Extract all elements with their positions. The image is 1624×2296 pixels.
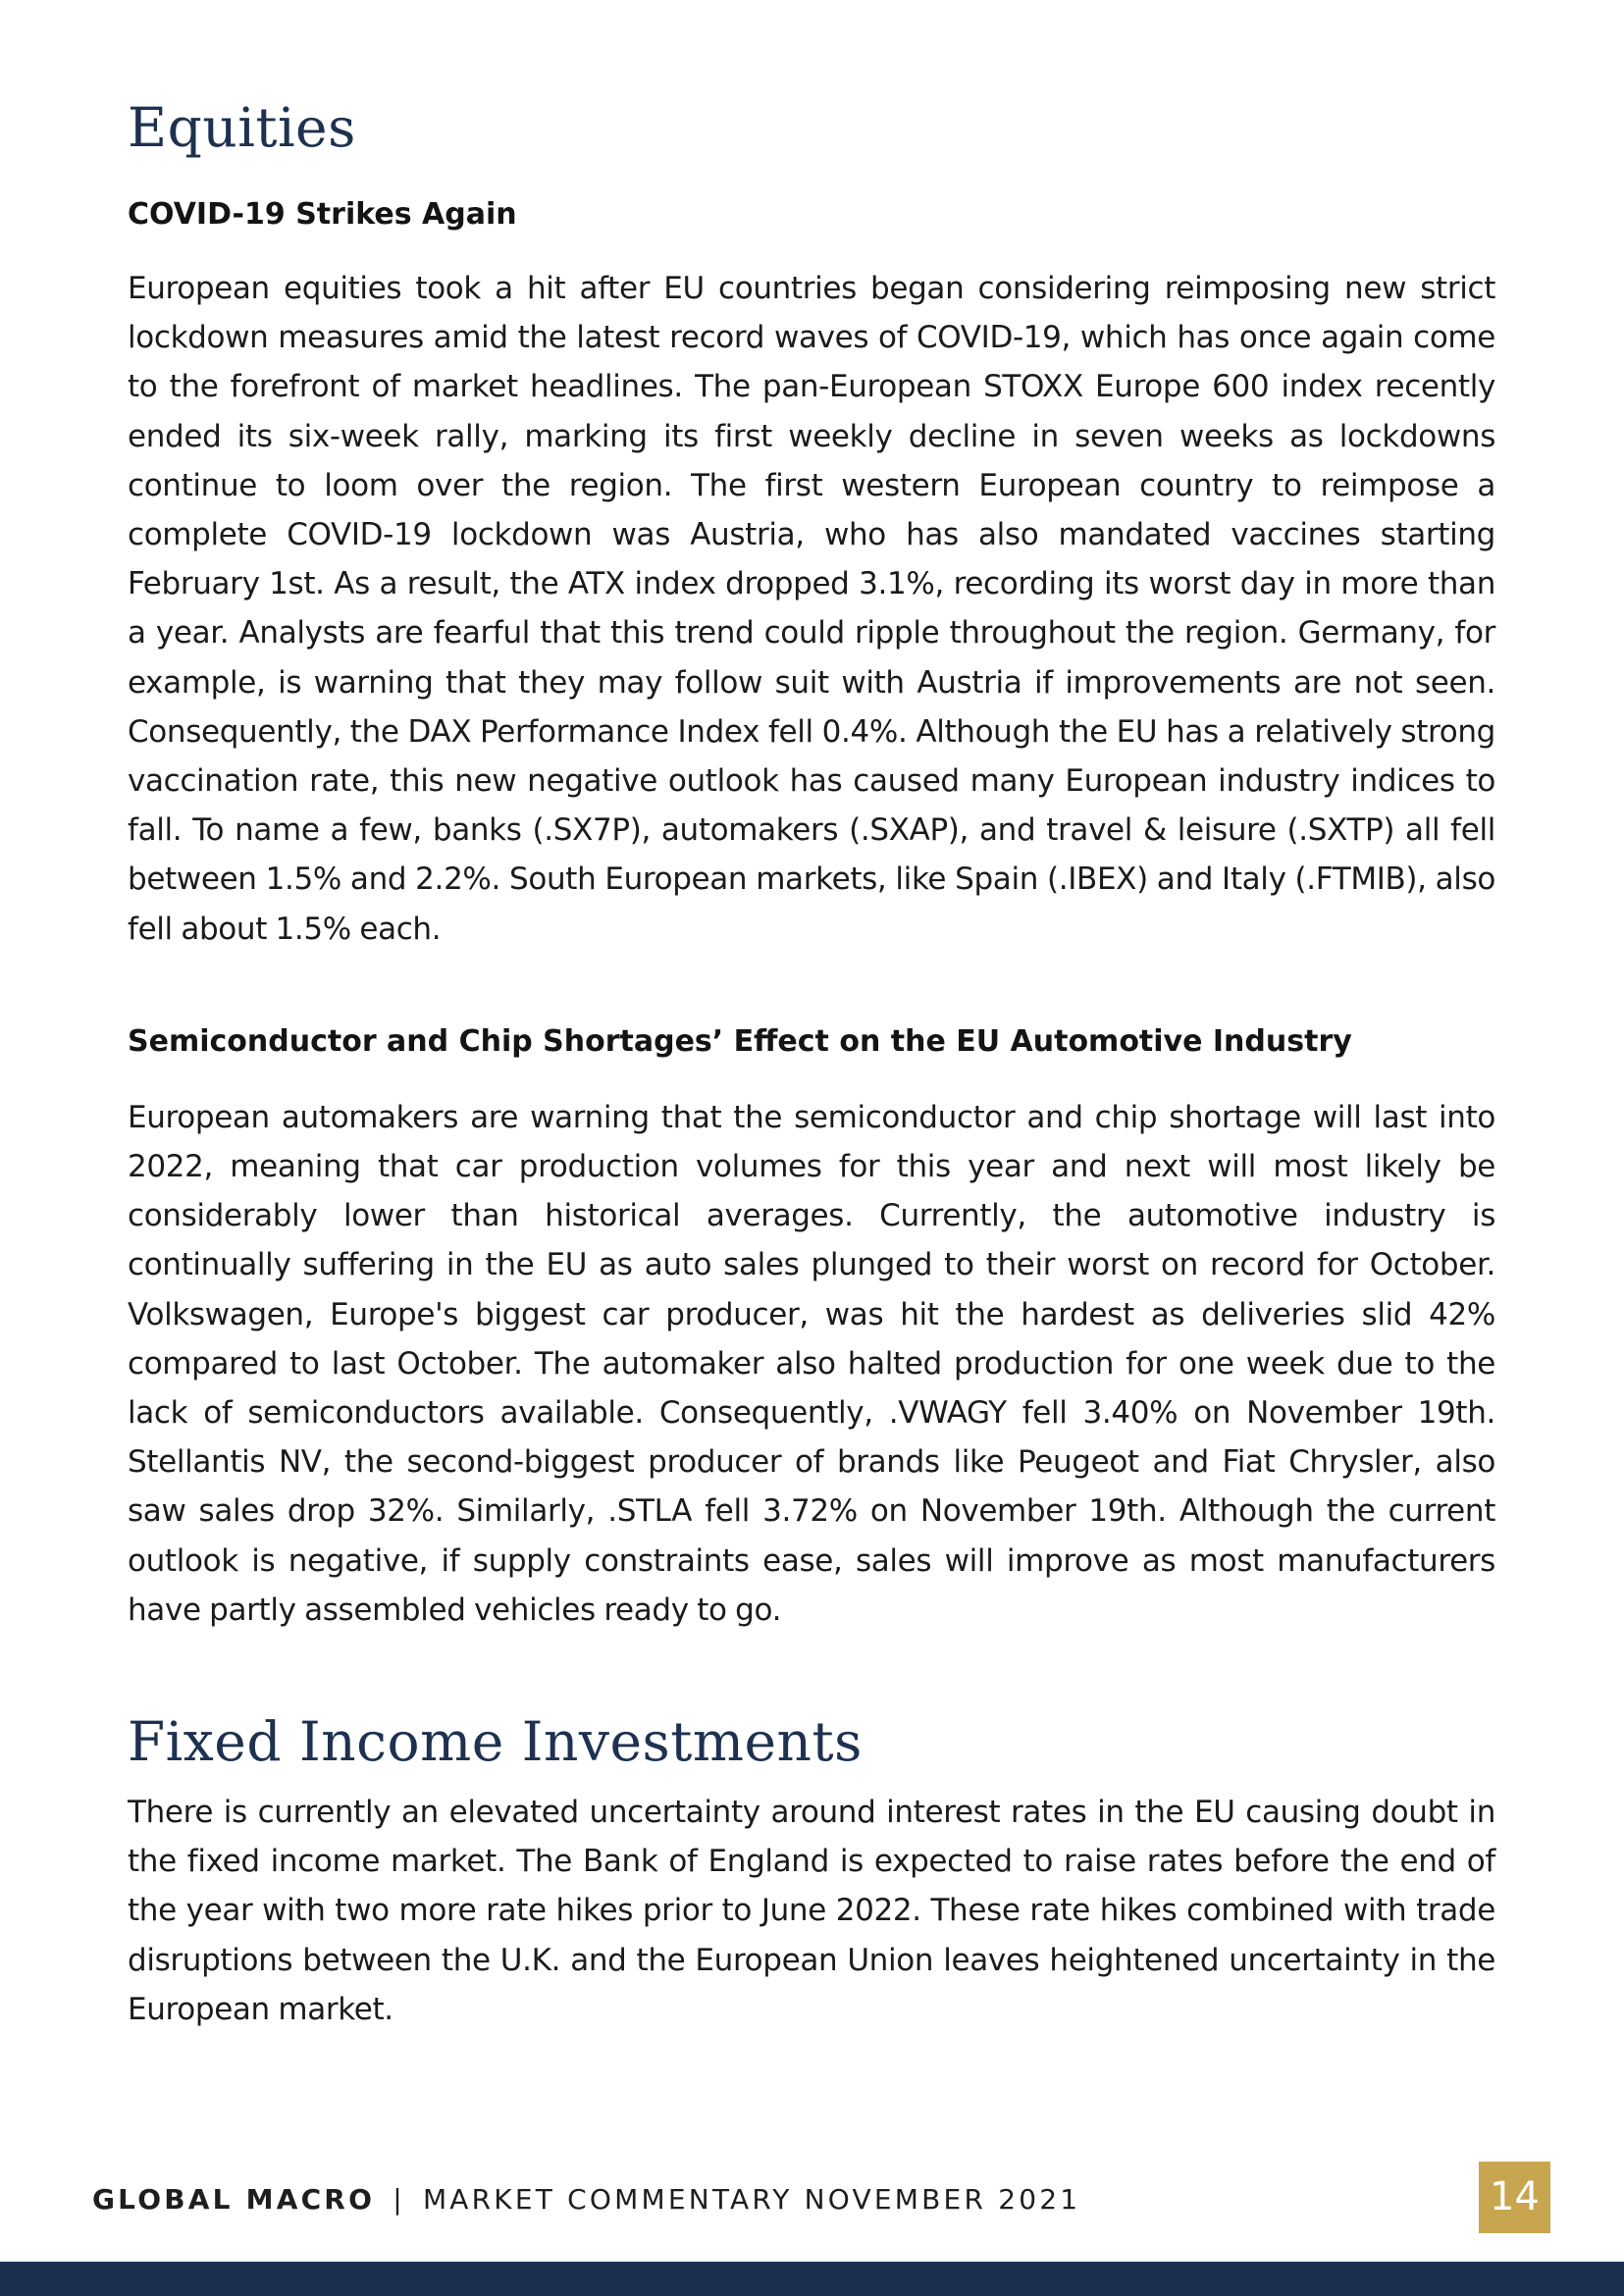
paragraph-covid: European equities took a hit after EU countries began considering reimposing new strict lockdown measures amid the latest record waves of COVID-19, which has once again come to the forefront of market headlines. The pan-European STOXX Europe 600 index recently ended its six-week rally, marking its first weekly decline in seven weeks as lockdowns continue to loom over the region. The first western European country to reimpose a complete COVID-19 lockdown was Austria, who has also mandated vaccines starting February 1st. As a result, the ATX index dropped 3.1%, recording its worst day in more than a year. Analysts are fearful that this trend could ripple throughout the region. Germany, for example, is warning that they may follow suit with Austria if improvements are not seen. Consequently, the DAX Performance Index fell 0.4%. Although the EU has a relatively strong vaccination rate, this new negative outlook has caused many European industry indices to fall. To name a few, banks (.SX7P), automakers (.SXAP), and travel & leisure (.SXTP) all fell between 1.5% and 2.2%. South European markets, like Spain (.IBEX) and Italy (.FTMIB), also fell about 1.5% each.	[128, 271, 1495, 947]
page-content	[128, 93, 1495, 2034]
footer-brand: GLOBAL MACRO	[92, 2183, 376, 2216]
footer-subtitle: MARKET COMMENTARY NOVEMBER 2021	[422, 2183, 1081, 2216]
footer-separator: |	[393, 2183, 405, 2216]
subheading-semiconductor: Semiconductor and Chip Shortages’ Effect on the EU Automotive Industry	[128, 1023, 1352, 1059]
page-number-badge: 14	[1479, 2162, 1550, 2233]
paragraph-fixed-income: There is currently an elevated uncertainty around interest rates in the EU causing doubt in the fixed income market. The Bank of England is expected to raise rates before the end of the year with two more rate hikes prior to June 2022. These rate hikes combined with trade disruptions between the U.K. and the European Union leaves heightened uncertainty in the European market.	[128, 1795, 1495, 2027]
subheading-covid: COVID-19 Strikes Again	[128, 197, 517, 232]
section-title-equities: Equities	[128, 96, 356, 159]
bottom-color-band	[0, 2262, 1624, 2296]
section-title-fixed-income: Fixed Income Investments	[128, 1710, 863, 1774]
paragraph-semiconductor: European automakers are warning that the semiconductor and chip shortage will last into 2022, meaning that car production volumes for this year and next will most likely be considerably lower than historical averages. Currently, the automotive industry is continually suffering in the EU as auto sales plunged to their worst on record for October. Volkswagen, Europe's biggest car producer, was hit the hardest as deliveries slid 42% compared to last October. The automaker also halted production for one week due to the lack of semiconductors available. Consequently, .VWAGY fell 3.40% on November 19th. Stellantis NV, the second-biggest producer of brands like Peugeot and Fiat Chrysler, also saw sales drop 32%. Similarly, .STLA fell 3.72% on November 19th. Although the current outlook is negative, if supply constraints ease, sales will improve as most manufacturers have partly assembled vehicles ready to go.	[128, 1099, 1495, 1628]
page-footer	[92, 2183, 1080, 2216]
